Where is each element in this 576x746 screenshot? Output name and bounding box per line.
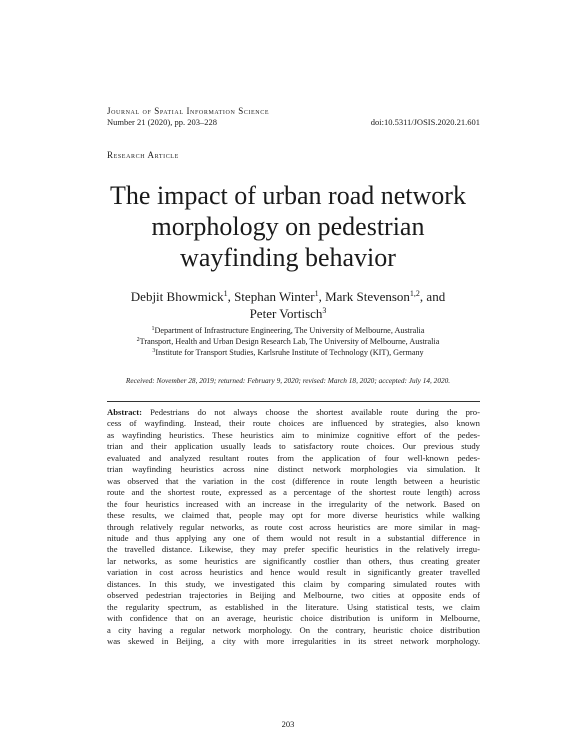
- abstract-line: [107, 418, 480, 429]
- affiliation: [60, 336, 516, 347]
- abstract-line-text: the travelled distance. Likewise, they may prefer specific heuristics in the relatively irregu-: [107, 544, 480, 555]
- abstract-line: [107, 522, 480, 533]
- abstract-line-text: route and the shortest route, expressed as a percentage of the shortest route length) across: [107, 487, 480, 498]
- abstract-line-text: these results, we claimed that, people may opt for more diverse heuristics while walking: [107, 510, 480, 521]
- journal-issue: Number 21 (2020), pp. 203–228: [107, 117, 218, 127]
- author-affiliation-mark: 1,2: [409, 289, 420, 298]
- title-line: morphology on pedestrian: [151, 212, 425, 241]
- affiliation-text: Department of Infrastructure Engineering, The University of Melbourne, Australia: [154, 326, 425, 335]
- author-name: Stephan Winter: [234, 289, 315, 304]
- abstract-line: [107, 464, 480, 475]
- abstract-line-text: distances. In this study, we investigated this claim by comparing simulated routes with: [107, 578, 480, 589]
- abstract-line-text: was observed that the variation in the cost (difference in route length between a heuristic: [107, 475, 480, 486]
- abstract-line: [107, 544, 480, 555]
- abstract-line: [107, 636, 480, 647]
- author-name: Peter Vortisch: [249, 306, 323, 321]
- abstract-line-text: variation in cost across heuristics and hence would result in significantly greater travelled: [107, 567, 480, 578]
- abstract-line-text: as wayfinding heuristics. These heuristics aim to minimize cognitive effort of the pedes-: [107, 429, 480, 440]
- affiliation-number: 3: [152, 348, 156, 354]
- title-line: wayfinding behavior: [180, 243, 396, 272]
- abstract-line: [107, 533, 480, 544]
- abstract-label: Abstract:: [107, 407, 142, 417]
- abstract-line: [107, 487, 480, 498]
- affiliation: [60, 347, 516, 358]
- author-name: Mark Stevenson: [325, 289, 410, 304]
- abstract-line: [107, 602, 480, 613]
- abstract-line: [107, 579, 480, 590]
- abstract: [107, 407, 480, 648]
- abstract-line-text: was skewed in Beijing, a city with more irregularities in its street network morphology.: [107, 636, 480, 647]
- affiliation-text: Institute for Transport Studies, Karlsruhe Institute of Technology (KIT), Germany: [155, 348, 424, 357]
- abstract-line-text: trian wayfinding heuristics across nine distinct network morphologies via simulation. It: [107, 464, 480, 475]
- abstract-line-text: trian and their application usually leads to satisfactory route choices. Our previous study: [107, 441, 480, 452]
- author-list: [88, 288, 488, 322]
- journal-name: Journal of Spatial Information Science: [107, 106, 270, 116]
- abstract-line: [107, 510, 480, 521]
- abstract-line: [107, 430, 480, 441]
- abstract-line-text: lar networks, as some heuristics are significantly costlier than others, thus creating greater: [107, 555, 480, 566]
- affiliation-number: 1: [151, 326, 155, 332]
- affiliations: [60, 325, 516, 358]
- abstract-line: [107, 590, 480, 601]
- article-type: Research Article: [107, 150, 179, 160]
- abstract-line: [107, 453, 480, 464]
- abstract-line-text: Pedestrians do not always choose the shortest available route during the pro-: [141, 407, 480, 417]
- abstract-line-text: a city having a regular network morphology. On the contrary, heuristic choice distribution: [107, 624, 480, 635]
- author-name: Debjit Bhowmick: [130, 289, 224, 304]
- author-affiliation-mark: 3: [322, 306, 327, 315]
- abstract-line: [107, 556, 480, 567]
- abstract-line: [107, 625, 480, 636]
- author-affiliation-mark: 1: [314, 289, 319, 298]
- title-line: The impact of urban road network: [110, 181, 466, 210]
- abstract-line-text: observed pedestrian trajectories in Beijing and Melbourne, two cities at opposite ends of: [107, 590, 480, 601]
- abstract-line-text: the regularity spectrum, as established in the literature. Using statistical tests, we claim: [107, 601, 480, 612]
- author-separator: , and: [419, 289, 446, 304]
- abstract-line: [107, 476, 480, 487]
- divider: [107, 401, 480, 402]
- abstract-line: [107, 567, 480, 578]
- doi: doi:10.5311/JOSIS.2020.21.601: [370, 117, 480, 127]
- page-number: 203: [281, 719, 295, 729]
- author-affiliation-mark: 1: [223, 289, 228, 298]
- abstract-line-text: through relatively regular networks, as route cost across heuristics are more similar in mag-: [107, 521, 480, 532]
- author-line: [88, 288, 488, 305]
- abstract-line-text: nitude and thus applying any one of them would not result in a substantial difference in: [107, 532, 480, 543]
- abstract-line: [107, 407, 480, 418]
- author-separator: ,: [227, 289, 235, 304]
- abstract-line-text: cess of wayfinding. Instead, their route choices are influenced by strategies, also known: [107, 418, 480, 429]
- paper-title: [88, 180, 488, 273]
- author-separator: ,: [318, 289, 326, 304]
- affiliation: [60, 325, 516, 336]
- abstract-line-text: evaluated and analyzed resultant routes from the application of four well-known pedes-: [107, 452, 480, 463]
- abstract-line: [107, 499, 480, 510]
- abstract-line-text: with confidence that on an average, heuristic choice distribution is uniform in Melbourne,: [107, 613, 480, 624]
- affiliation-number: 2: [136, 337, 140, 343]
- author-line: [88, 305, 488, 322]
- abstract-line-text: the four heuristics increased with an increase in the irregularity of the network. Based on: [107, 498, 480, 509]
- abstract-line: [107, 441, 480, 452]
- submission-dates: Received: November 28, 2019; returned: February 9, 2020; revised: March 18, 2020; accepted: July 14, 2020.: [125, 376, 451, 385]
- affiliation-text: Transport, Health and Urban Design Research Lab, The University of Melbourne, Australia: [139, 337, 440, 346]
- abstract-line: [107, 613, 480, 624]
